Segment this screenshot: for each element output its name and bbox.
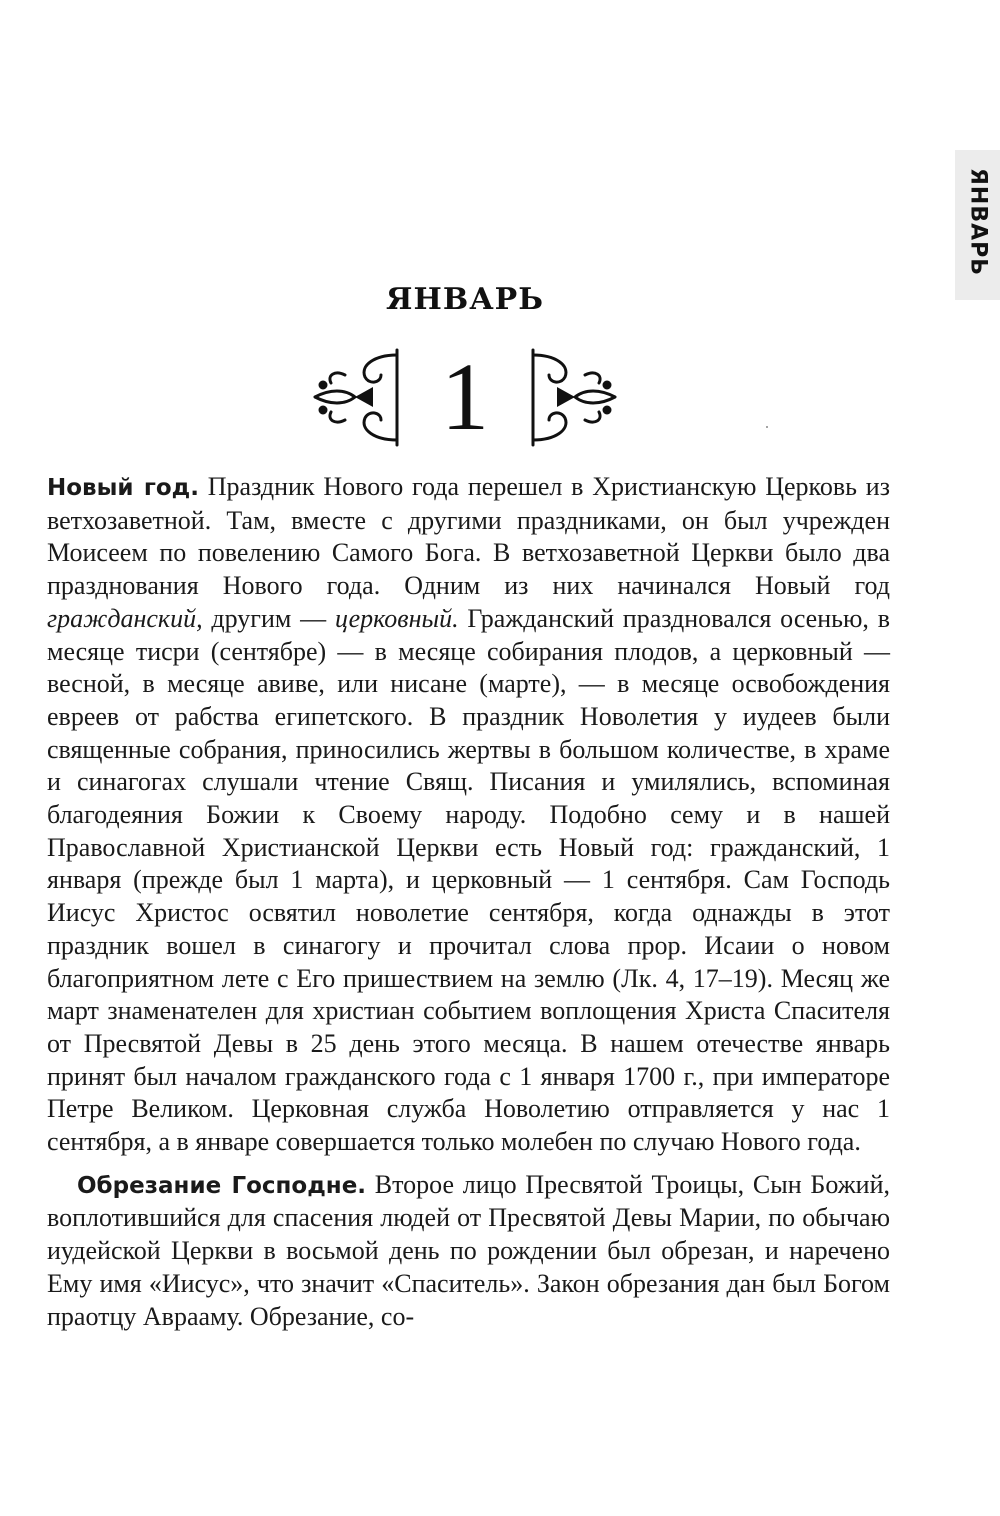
- paragraph-text: Гражданский праздновался осенью, в месяце тисри (сентябре) — в месяце собирания плодов, а церковный — весной, в месяце авиве, или нисане (марте), — в месяце освобождения евреев от рабства египетского. В праздник Новолетия у иудеев были священные собрания, приносились жертвы в большом количестве, в храме и синагогах слушали чтение Свящ. Писания и умилялись, вспоминая благодеяния Божии к Своему народу. Подобно сему и в нашей Православной Христианской Церкви есть Новый год: гражданский, 1 января (прежде был 1 марта), и церковный — 1 сентября. Сам Господь Иисус Христос освятил новолетие сентября, когда однажды в этот праздник вошел в синагогу и прочитал слова прор. Исаии о новом благоприятном лете с Его пришествием на землю (Лк. 4, 17–19). Месяц же март знаменателен для христиан событием воплощения Христа Спасителя от Пресвятой Девы в 25 день этого месяца. В нашем отечестве январь принят был началом гражданского года с 1 января 1700 г., при императоре Петре Великом. Церковная служба Новолетию отправляется у нас 1 сентября, а в январе совершается только молебен по случаю Нового года.: [47, 603, 890, 1157]
- paragraph-text: Праздник Нового года перешел в Христианскую Церковь из ветхозаветной. Там, вместе с другими праздниками, он был учрежден Моисеем по повелению Самого Бога. В ветхозаветной Церкви было два празднования Нового года. Одним из них начинался Новый год: [47, 472, 890, 601]
- article-body: [47, 471, 890, 1333]
- italic-church: церковный.: [334, 603, 459, 633]
- print-speck: [766, 426, 768, 428]
- paragraph-circumcision: [47, 1169, 890, 1334]
- side-tab-label: ЯНВАРЬ: [965, 167, 991, 277]
- term-circumcision: Обрезание Господне.: [77, 1172, 367, 1199]
- paragraph-text: Второе лицо Пресвятой Троицы, Сын Божий, воплотившийся для спасения людей от Пресвятой Девы Марии, по обычаю иудейской Церкви в восьмой день по рождении был обрезан, и наречено Ему имя «Иисус», что значит «Спаситель». Закон обрезания дан был Богом праотцу Аврааму. Обрезание, со-: [47, 1169, 890, 1331]
- paragraph-new-year: [47, 471, 890, 1159]
- paragraph-text: другим —: [202, 603, 335, 633]
- month-title: ЯНВАРЬ: [386, 282, 544, 318]
- day-number: 1: [441, 343, 489, 450]
- italic-civil: гражданский,: [47, 603, 203, 633]
- term-new-year: Новый год.: [47, 475, 199, 501]
